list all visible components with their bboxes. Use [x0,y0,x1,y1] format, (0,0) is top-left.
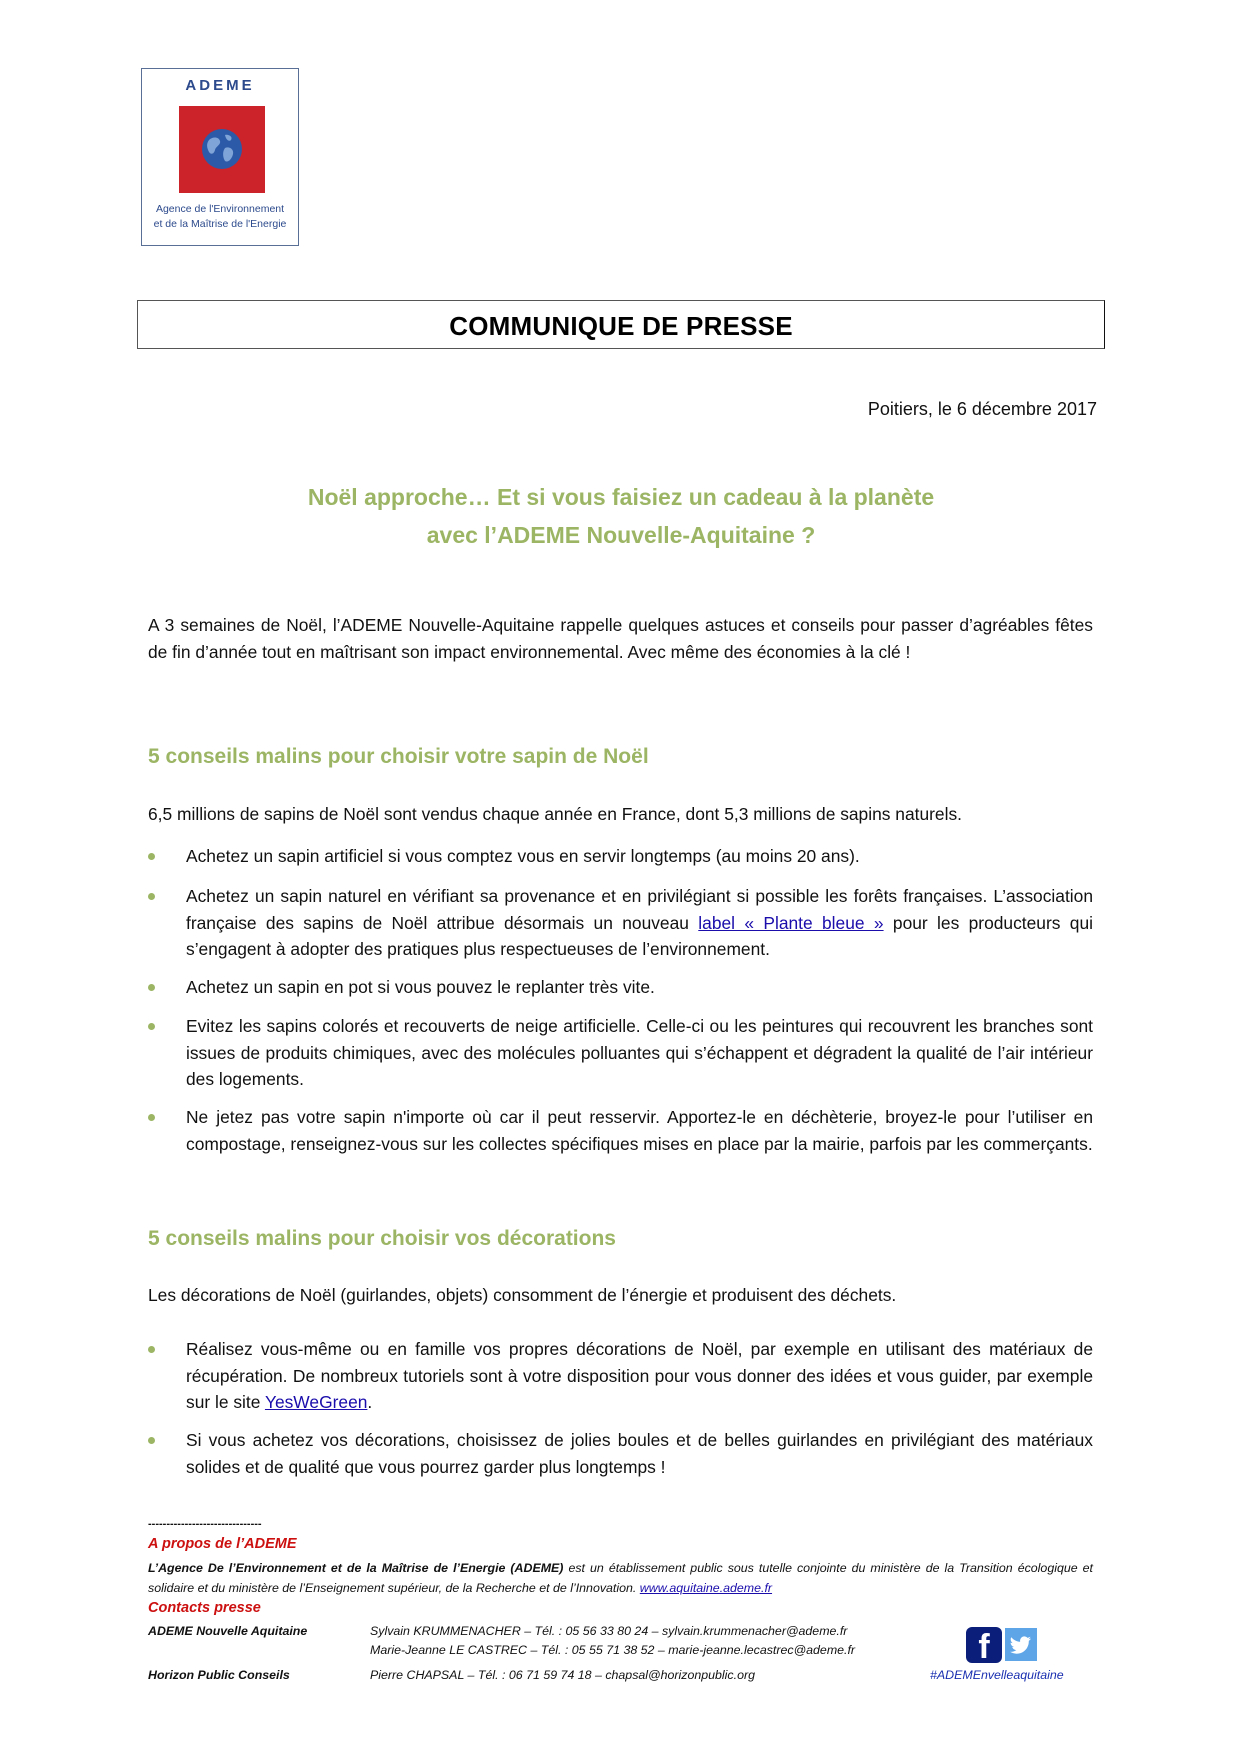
list-item [148,883,1093,963]
contact-line: Marie-Jeanne LE CASTREC – Tél. : 05 55 71 38 52 – marie-jeanne.lecastrec@ademe.fr [370,1643,856,1657]
facebook-icon[interactable]: f [966,1627,1002,1663]
bullet-dot-icon [148,1114,155,1121]
release-date: Poitiers, le 6 décembre 2017 [867,399,1097,419]
press-release-title: COMMUNIQUE DE PRESSE [449,311,793,341]
sapin-lead-paragraph: 6,5 millions de sapins de Noël sont vendus chaque année en France, dont 5,3 millions de sapins naturels. [148,804,962,824]
list-item-text [186,883,1093,963]
list-item [148,1104,1093,1157]
bullet-dot-icon [148,1023,155,1030]
about-text: est un établissement public sous tutelle conjointe du ministère de la Transition écologique et solidaire et du ministère de l’Enseignement supérieur, de la Recherche et de l’Innovation. [148,1561,1093,1595]
list-item-text-part: Réalisez vous-même ou en famille vos propres décorations de Noël, par exemple en utilisant des matériaux de récupération. De nombreux tutoriels sont à votre disposition pour vous donner des idées et vous guider, par exemple sur le site [186,1339,1093,1412]
logo-subtitle-line: et de la Maîtrise de l'Energie [153,218,287,230]
about-agency-name: L’Agence De l’Environnement et de la Maîtrise de l’Energie (ADEME) [148,1561,564,1575]
section-heading-sapin: 5 conseils malins pour choisir votre sapin de Noël [148,745,649,768]
list-item [148,1427,1093,1480]
contacts-heading: Contacts presse [148,1600,261,1616]
list-item-text [186,1336,1093,1416]
ademe-logo [141,68,299,246]
ademe-website-link[interactable]: www.aquitaine.ademe.fr [639,1581,773,1595]
list-item-text: Ne jetez pas votre sapin n'importe où car il peut resservir. Apportez-le en déchèterie, broyez-le pour l’utiliser en compostage, renseignez-vous sur les collectes spécifiques mises en place par la mairie, parfois par les commerçants. [186,1107,1093,1154]
contact-line: Pierre CHAPSAL – Tél. : 06 71 59 74 18 – chapsal@horizonpublic.org [370,1668,755,1682]
list-item [148,1336,1093,1416]
title-line: Noël approche… Et si vous faisiez un cadeau à la planète [307,484,935,510]
logo-subtitle-line: Agence de l'Environnement [155,203,285,215]
contact-line: Sylvain KRUMMENACHER – Tél. : 05 56 33 80 24 – sylvain.krummenacher@ademe.fr [370,1624,848,1638]
twitter-bird-icon [1005,1628,1037,1661]
list-item-text: Si vous achetez vos décorations, choisissez de jolies boules et de belles guirlandes en privilégiant des matériaux solides et de qualité que vous pourrez garder plus longtemps ! [186,1430,1093,1477]
globe-icon [201,128,243,170]
bullet-dot-icon [148,1346,155,1353]
about-heading: A propos de l’ADEME [148,1536,297,1552]
title-line: avec l’ADEME Nouvelle-Aquitaine ? [426,522,816,548]
list-item [148,843,1093,870]
intro-paragraph: A 3 semaines de Noël, l’ADEME Nouvelle-Aquitaine rappelle quelques astuces et conseils pour passer d’agréables fêtes de fin d’année tout en maîtrisant son impact environnemental. Avec même des économies à la clé ! [148,615,1093,662]
list-item-text: Achetez un sapin artificiel si vous comptez vous en servir longtemps (au moins 20 ans). [186,846,860,866]
twitter-icon[interactable] [1005,1628,1037,1661]
footer-separator: ------------------------------- [148,1518,262,1530]
list-item-text-part: Achetez un sapin naturel en vérifiant sa provenance et en privilégiant si possible les forêts françaises. L’association française des sapins de Noël attribue désormais un nouveau [186,886,1093,933]
list-item-text-part: pour les producteurs qui s’engagent à adopter des pratiques plus respectueuses de l’environnement. [186,912,1093,959]
list-item-text-part: . [367,1392,373,1412]
document-title [137,478,1105,554]
logo-red-square [179,106,265,193]
yeswegreen-link[interactable]: YesWeGreen [264,1392,368,1412]
list-item-text: Achetez un sapin en pot si vous pouvez le replanter très vite. [186,977,655,997]
plante-bleue-link[interactable]: label « Plante bleue » [698,912,884,933]
social-hashtag[interactable]: #ADEMEnvelleaquitaine [930,1668,1064,1682]
press-release-banner [137,300,1105,349]
list-item-text: Evitez les sapins colorés et recouverts de neige artificielle. Celle-ci ou les peintures qui recouvrent les branches sont issues de produits chimiques, avec des molécules polluantes qui s’échappent et dégradent la qualité de l’air intérieur des logements. [186,1016,1093,1089]
decorations-lead-paragraph: Les décorations de Noël (guirlandes, objets) consomment de l’énergie et produisent des déchets. [148,1285,897,1305]
list-item [148,974,1093,1001]
about-paragraph [148,1558,1093,1598]
section-heading-decorations: 5 conseils malins pour choisir vos décorations [148,1227,616,1250]
contact-organization: Horizon Public Conseils [148,1668,290,1682]
logo-subtitle [142,202,298,232]
bullet-dot-icon [148,984,155,991]
bullet-dot-icon [148,893,155,900]
contact-organization: ADEME Nouvelle Aquitaine [148,1624,308,1638]
bullet-dot-icon [148,1437,155,1444]
logo-wordmark: ADEME [185,77,255,94]
bullet-dot-icon [148,853,155,860]
list-item [148,1013,1093,1093]
